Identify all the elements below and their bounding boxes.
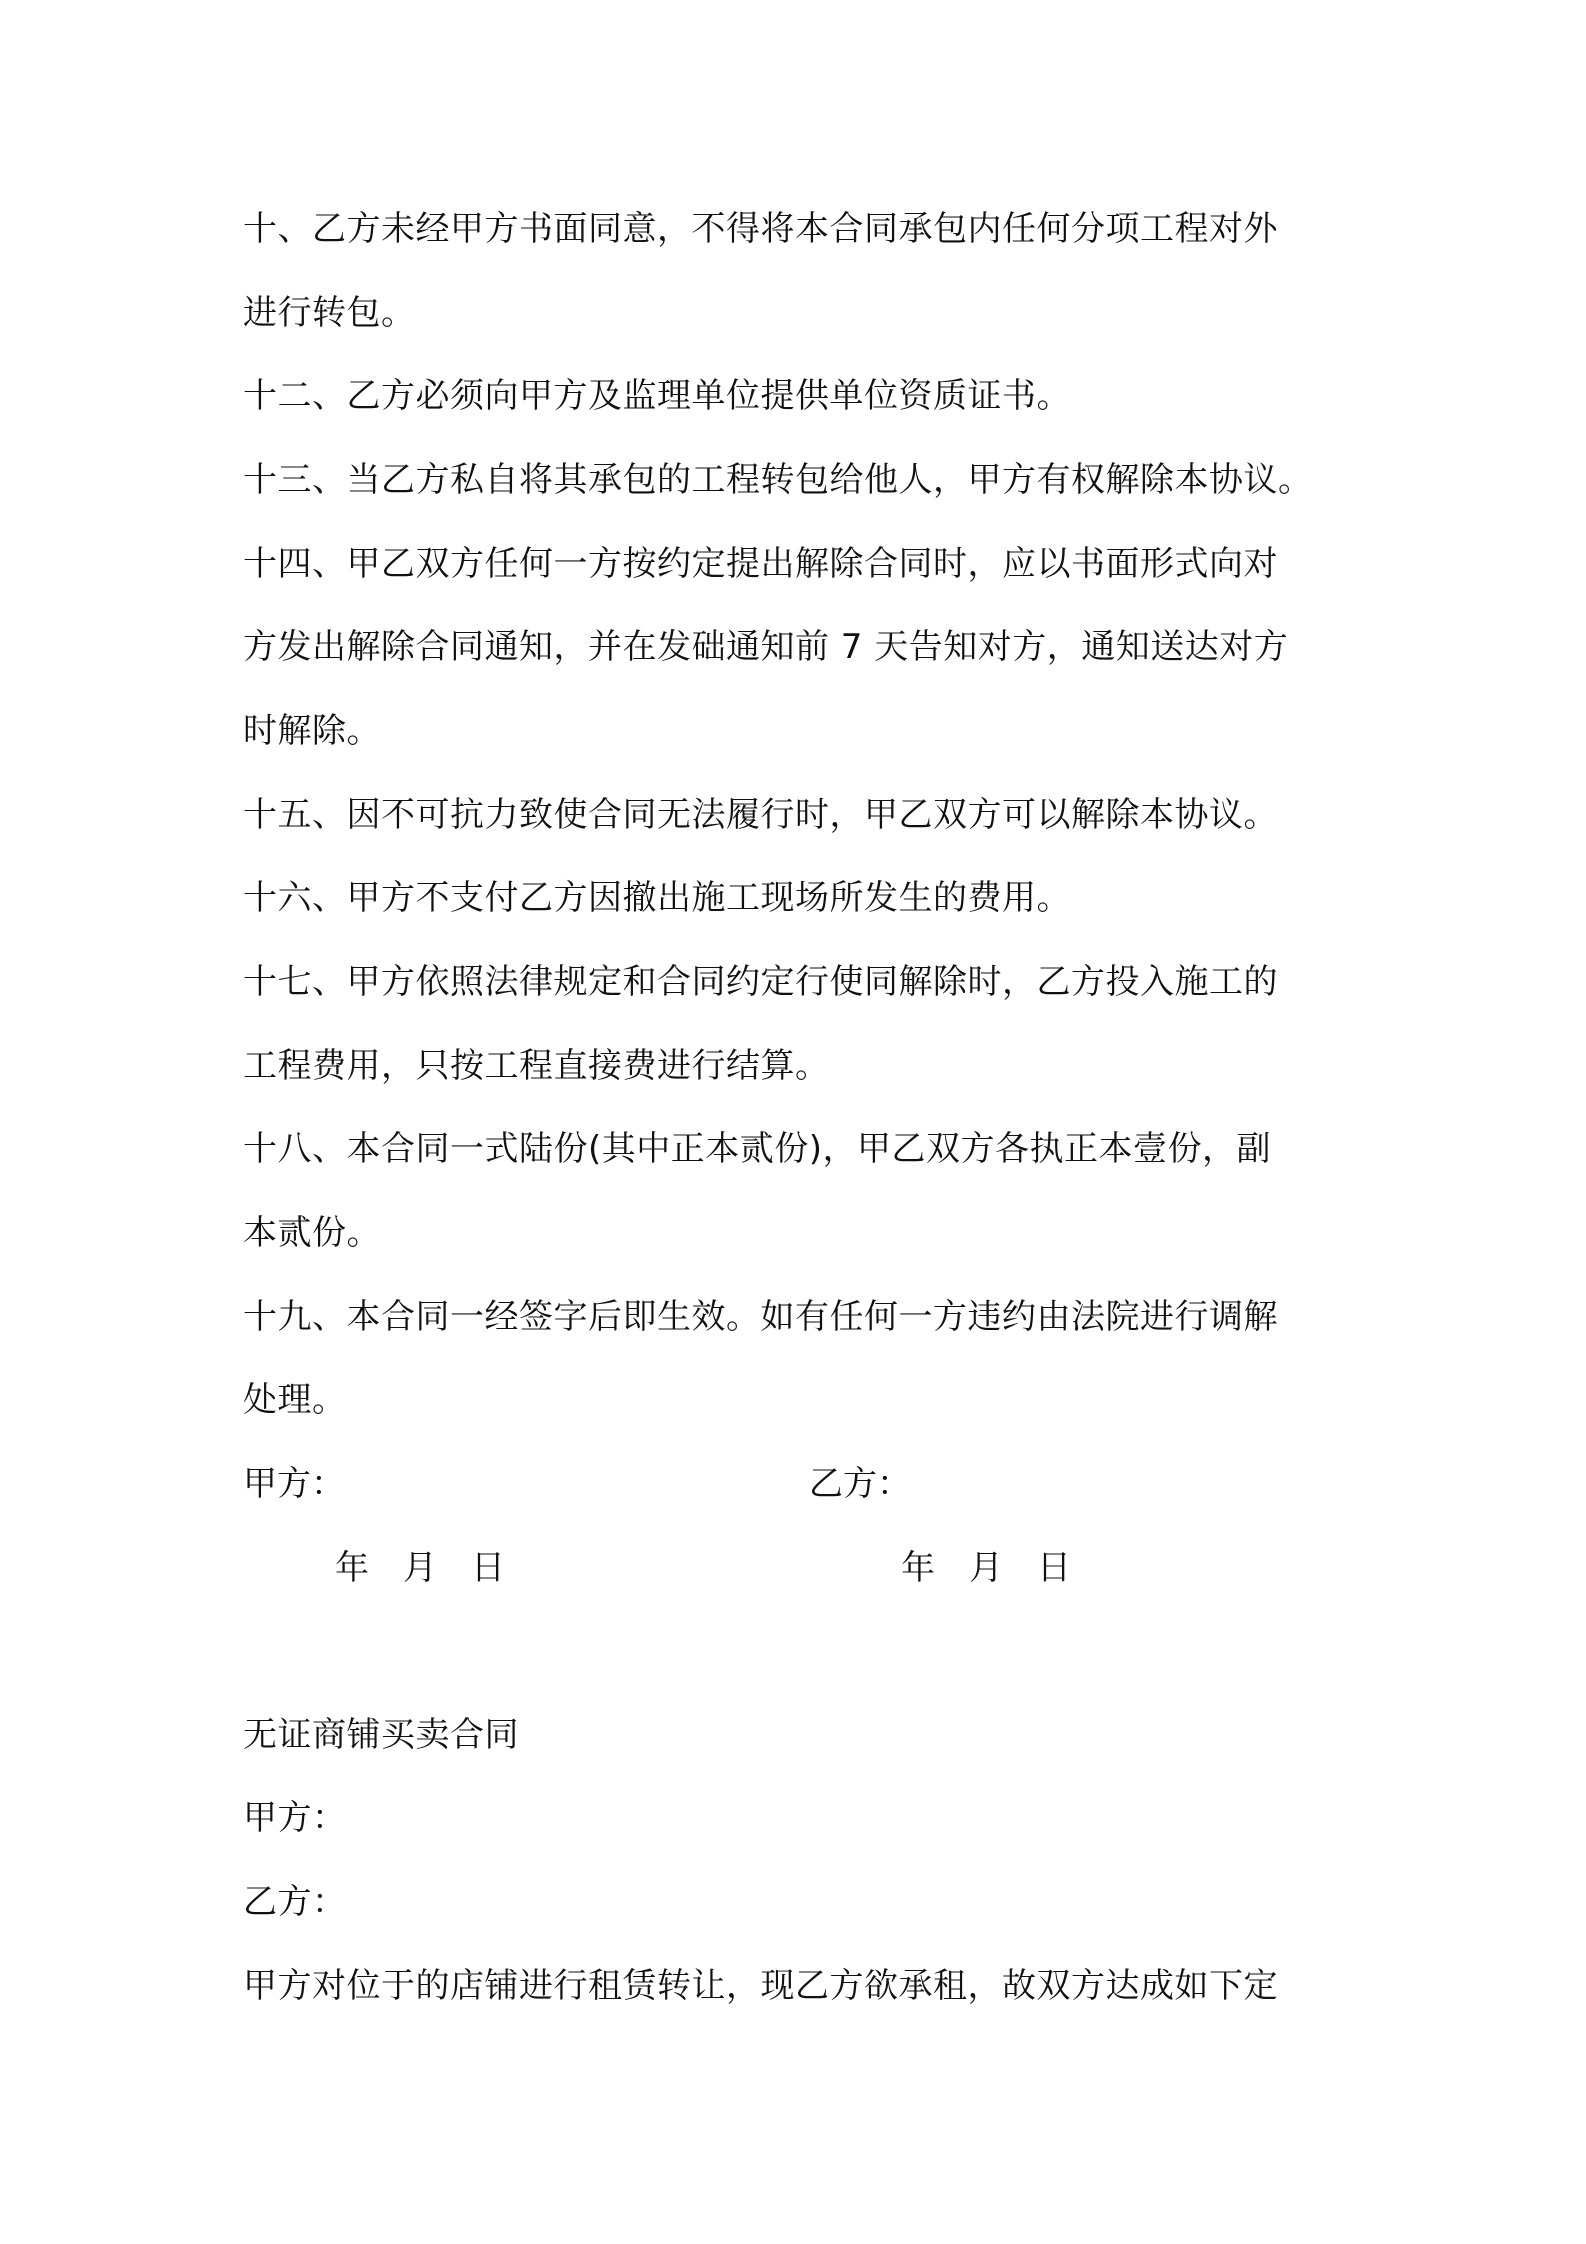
next-contract-party-a: 甲方：: [243, 1798, 347, 1838]
clause-10-line-1: 十、乙方未经甲方书面同意，不得将本合同承包内任何分项工程对外: [243, 209, 1278, 249]
clause-10-line-2: 进行转包。: [243, 293, 416, 333]
next-contract-party-b: 乙方：: [243, 1882, 347, 1922]
clause-14-line-2: 方发出解除合同通知，并在发础通知前 7 天告知对方，通知送达对方: [243, 627, 1289, 667]
clause-16-line-1: 十六、甲方不支付乙方因撤出施工现场所发生的费用。: [243, 878, 1071, 918]
next-contract-title: 无证商铺买卖合同: [243, 1715, 519, 1755]
next-contract-intro: 甲方对位于的店铺进行租赁转让，现乙方欲承租，故双方达成如下定: [243, 1966, 1278, 2006]
clause-19-line-1: 十九、本合同一经签字后即生效。如有任何一方违约由法院进行调解: [243, 1297, 1278, 1337]
clause-18-line-2: 本贰份。: [243, 1213, 381, 1253]
signature-date-a: 年 月 日: [335, 1548, 505, 1588]
clause-14-line-1: 十四、甲乙双方任何一方按约定提出解除合同时，应以书面形式向对: [243, 544, 1278, 584]
clause-17-line-2: 工程费用，只按工程直接费进行结算。: [243, 1046, 830, 1086]
clause-12-line-1: 十二、乙方必须向甲方及监理单位提供单位资质证书。: [243, 376, 1071, 416]
clause-18-line-1: 十八、本合同一式陆份(其中正本贰份)，甲乙双方各执正本壹份，副: [243, 1129, 1272, 1169]
signature-party-b: 乙方：: [809, 1464, 911, 1504]
signature-party-a: 甲方：: [243, 1464, 345, 1504]
clause-15-line-1: 十五、因不可抗力致使合同无法履行时，甲乙双方可以解除本协议。: [243, 795, 1278, 835]
clause-13-line-1: 十三、当乙方私自将其承包的工程转包给他人，甲方有权解除本协议。: [243, 460, 1313, 500]
clause-19-line-2: 处理。: [243, 1380, 347, 1420]
clause-17-line-1: 十七、甲方依照法律规定和合同约定行使同解除时，乙方投入施工的: [243, 962, 1278, 1002]
signature-date-b: 年 月 日: [901, 1548, 1071, 1588]
clause-14-line-3: 时解除。: [243, 711, 381, 751]
